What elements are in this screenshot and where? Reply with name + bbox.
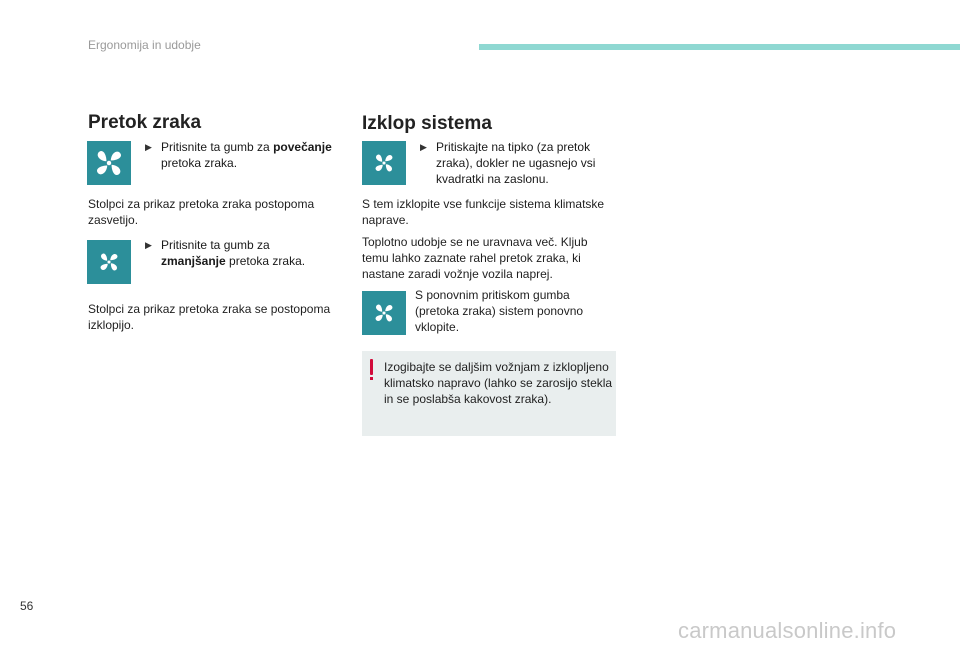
bullet-icon: ▶	[145, 240, 152, 250]
fan-icon-box-1	[362, 141, 406, 185]
right-para2: Toplotno udobje se ne uravnava več. Kljub temu lahko zaznate rahel pretok zraka, ki nastane zaradi vožnje vozila naprej.	[362, 235, 588, 281]
fan-icon-large	[87, 141, 131, 185]
right-section-title: Izklop sistema	[362, 113, 492, 134]
fan-icon	[92, 146, 126, 180]
bullet-icon: ▶	[145, 142, 152, 152]
right-item2-text: S ponovnim pritiskom gumba (pretoka zraka) sistem ponovno vklopite.	[415, 288, 584, 334]
header-accent-bar	[479, 44, 960, 50]
warning-exclamation-icon	[370, 359, 373, 375]
fan-icon-small	[87, 240, 131, 284]
left-para1: Stolpci za prikaz pretoka zraka postopoma zasvetijo.	[88, 197, 315, 227]
watermark: carmanualsonline.info	[678, 618, 897, 643]
right-item1-text: Pritiskajte na tipko (za pretok zraka), dokler ne ugasnejo vsi kvadratki na zaslonu.	[436, 140, 596, 186]
fan-icon	[372, 301, 396, 325]
fan-icon	[97, 250, 121, 274]
warning-exclamation-dot	[370, 377, 373, 380]
left-item2-text: Pritisnite ta gumb za zmanjšanje pretoka zraka.	[161, 238, 306, 268]
right-para1: S tem izklopite vse funkcije sistema klimatske naprave.	[362, 197, 605, 227]
bullet-icon: ▶	[420, 142, 427, 152]
left-item2	[145, 237, 345, 269]
fan-icon	[372, 151, 396, 175]
left-item1	[145, 139, 345, 171]
right-item1	[420, 139, 608, 187]
warning-text: Izogibajte se daljšim vožnjam z izklopljeno klimatsko napravo (lahko se zarosijo stekla in se poslabša kakovost zraka).	[384, 360, 613, 406]
left-section-title: Pretok zraka	[88, 112, 202, 133]
left-para2: Stolpci za prikaz pretoka zraka se postopoma izklopijo.	[88, 302, 331, 332]
section-header: Ergonomija in udobje	[88, 38, 201, 52]
page-number: 56	[20, 599, 34, 613]
left-item1-text: Pritisnite ta gumb za povečanje pretoka zraka.	[161, 140, 332, 170]
fan-icon-box-2	[362, 291, 406, 335]
